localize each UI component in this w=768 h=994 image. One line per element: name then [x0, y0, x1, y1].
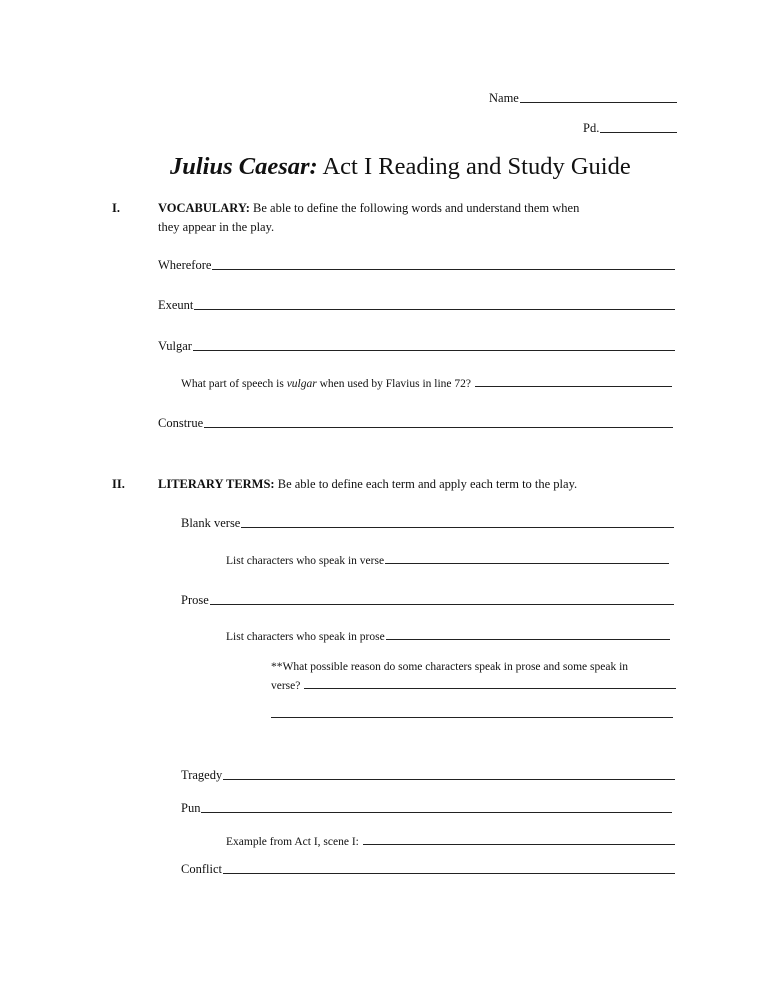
term-prose[interactable] [181, 593, 674, 608]
answer-blank[interactable] [385, 563, 669, 564]
answer-blank[interactable] [304, 688, 676, 689]
answer-blank[interactable] [201, 812, 672, 813]
vocab-item-construe[interactable] [158, 416, 673, 431]
section-1-heading: VOCABULARY: [158, 201, 250, 215]
prose-verse-reason-question: **What possible reason do some characters speak in prose and some speak in [271, 661, 629, 673]
answer-blank[interactable] [194, 309, 675, 310]
answer-blank[interactable] [212, 269, 675, 270]
name-label: Name [489, 91, 519, 105]
section-numeral-1: I. [112, 201, 120, 215]
sub-prompt: List characters who speak in prose [226, 631, 385, 643]
period-field[interactable] [583, 121, 677, 136]
prose-verse-reason-field[interactable] [271, 680, 676, 692]
term-pun[interactable] [181, 801, 672, 816]
answer-blank[interactable] [223, 873, 675, 874]
term-label: Prose [181, 593, 209, 607]
term-label: Conflict [181, 862, 222, 876]
period-blank[interactable] [600, 132, 677, 133]
term-label: Pun [181, 801, 201, 815]
answer-blank[interactable] [193, 350, 675, 351]
vocab-item-vulgar[interactable] [158, 339, 675, 354]
term-label: Tragedy [181, 768, 223, 782]
section-2-heading: LITERARY TERMS: [158, 477, 275, 491]
name-field[interactable] [489, 91, 677, 106]
term-label: Blank verse [181, 516, 241, 530]
title-play-name: Julius Caesar: [170, 153, 318, 180]
vocab-label: Exeunt [158, 298, 194, 312]
question-text: What part of speech is vulgar when used by Flavius in line 72? [181, 378, 474, 390]
vocab-label: Vulgar [158, 339, 192, 353]
vocab-label: Wherefore [158, 258, 212, 272]
verse-characters-field[interactable] [226, 555, 669, 567]
term-blank-verse[interactable] [181, 516, 674, 531]
answer-blank[interactable] [363, 844, 675, 845]
name-blank[interactable] [520, 102, 677, 103]
section-2-instruction: LITERARY TERMS: Be able to define each term and apply each term to the play. [158, 477, 578, 491]
vocab-label: Construe [158, 416, 204, 430]
prose-verse-reason-extra-line[interactable] [271, 717, 673, 718]
vocab-item-wherefore[interactable] [158, 258, 675, 273]
question-cont: verse? [271, 680, 304, 692]
page-title [170, 153, 631, 181]
answer-blank[interactable] [241, 527, 674, 528]
prose-characters-field[interactable] [226, 631, 670, 643]
period-label: Pd. [583, 121, 600, 135]
answer-blank[interactable] [210, 604, 674, 605]
term-tragedy[interactable] [181, 768, 675, 783]
pun-example-field[interactable] [226, 836, 675, 848]
vulgar-part-of-speech-question[interactable] [181, 378, 672, 390]
answer-blank[interactable] [204, 427, 673, 428]
term-conflict[interactable] [181, 862, 675, 877]
vocab-item-exeunt[interactable] [158, 298, 675, 313]
answer-blank[interactable] [386, 639, 670, 640]
section-1-instruction-cont: they appear in the play. [158, 220, 275, 234]
answer-blank[interactable] [223, 779, 675, 780]
section-numeral-2: II. [112, 477, 125, 491]
answer-blank[interactable] [475, 386, 672, 387]
sub-prompt: List characters who speak in verse [226, 555, 385, 567]
sub-prompt: Example from Act I, scene I: [226, 836, 362, 848]
section-1-instruction: VOCABULARY: Be able to define the following words and understand them when [158, 201, 580, 215]
title-rest: Act I Reading and Study Guide [317, 153, 631, 180]
